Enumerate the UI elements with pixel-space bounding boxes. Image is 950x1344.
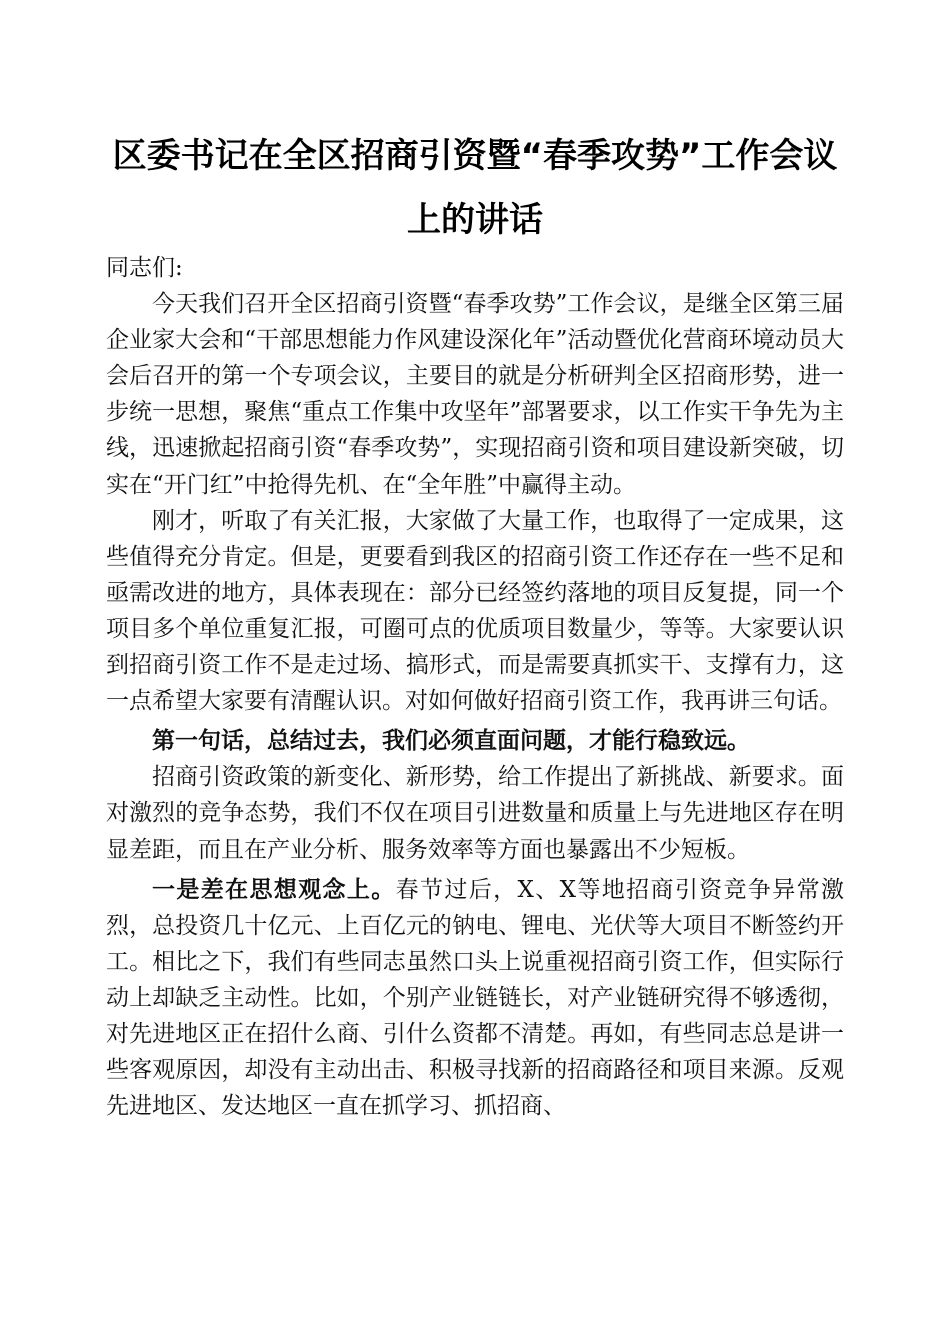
paragraph-intro: 今天我们召开全区招商引资暨“春季攻势”工作会议，是继全区第三届企业家大会和“干部思想能力作风建设深化年”活动暨优化营商环境动员大会后召开的第一个专项会议，主要目的就是分析研判全区招商形势，进一步统一思想，聚焦“重点工作集中攻坚年”部署要求，以工作实干争先为主线，迅速掀起招商引资“春季攻势”，实现招商引资和项目建设新突破，切实在“开门红”中抢得先机、在“全年胜”中赢得主动。 xyxy=(106,291,844,498)
paragraph-review: 刚才，听取了有关汇报，大家做了大量工作，也取得了一定成果，这些值得充分肯定。但是，更要看到我区的招商引资工作还存在一些不足和亟需改进的地方，具体表现在：部分已经签约落地的项目反复提，同一个项目多个单位重复汇报，可圈可点的优质项目数量少，等等。大家要认识到招商引资工作不是走过场、搞形式，而是需要真抓实干、支撑有力，这一点希望大家要有清醒认识。对如何做好招商引资工作，我再讲三句话。 xyxy=(106,507,844,715)
salutation: 同志们: xyxy=(106,255,183,281)
document-body xyxy=(106,250,844,1124)
point-one-lead: 一是差在思想观念上。 xyxy=(152,875,396,903)
paragraph-section-one: 招商引资政策的新变化、新形势，给工作提出了新挑战、新要求。面对激烈的竞争态势，我们不仅在项目引进数量和质量上与先进地区存在明显差距，而且在产业分析、服务效率等方面也暴露出不少短板。 xyxy=(106,764,844,863)
section-heading-one: 第一句话，总结过去，我们必须直面问题，才能行稳致远。 xyxy=(152,727,750,755)
document-title: 区委书记在全区招商引资暨“春季攻势”工作会议上的讲话 xyxy=(112,136,838,240)
paragraph-point-one xyxy=(106,872,844,1125)
point-one-text: 春节过后，X、X等地招商引资竞争异常激烈，总投资几十亿元、上百亿元的钠电、锂电、光伏等大项目不断签约开工。相比之下，我们有些同志虽然口头上说重视招商引资工作，但实际行动上却缺乏主动性。比如，个别产业链链长，对产业链研究得不够透彻，对先进地区正在招什么商、引什么资都不清楚。再如，有些同志总是讲一些客观原因，却没有主动出击、积极寻找新的招商路径和项目来源。反观先进地区、发达地区一直在抓学习、抓招商、 xyxy=(106,876,845,1120)
